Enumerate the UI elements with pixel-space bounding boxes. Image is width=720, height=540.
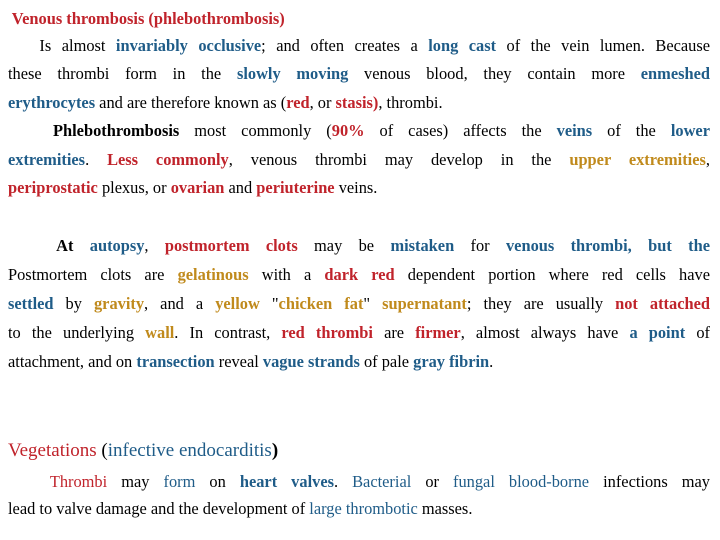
text-segment: attachment, and on <box>8 352 137 371</box>
text-segment: these thrombi form in the <box>8 64 237 83</box>
text-segment: , <box>705 150 710 169</box>
text-segment: invariably occlusive <box>115 36 262 55</box>
text-segment: on <box>195 472 240 491</box>
text-segment: of the vein lumen. Because <box>496 36 711 55</box>
text-segment: gray fibrin <box>413 352 490 371</box>
paragraph-occlusive-line-3 <box>8 93 710 113</box>
text-segment: veins <box>556 121 593 140</box>
text-segment: a point <box>629 323 686 342</box>
text-segment: most commonly ( <box>179 121 332 140</box>
text-segment: Venous thrombosis (phlebothrombosis) <box>8 9 285 28</box>
text-segment: 90% <box>331 121 365 140</box>
paragraph-vegetations-line-1 <box>8 472 710 492</box>
paragraph-occlusive-line-1 <box>8 36 710 56</box>
text-segment: At <box>8 236 74 255</box>
text-segment: slowly moving <box>236 64 349 83</box>
text-segment: Vegetations <box>8 440 97 461</box>
text-segment: yellow <box>215 294 260 313</box>
text-segment: dependent portion where red cells have <box>394 265 711 284</box>
paragraph-postmortem-line-1 <box>8 236 710 256</box>
text-segment: lower <box>670 121 710 140</box>
text-segment: infections may <box>589 472 710 491</box>
text-segment: masses. <box>417 499 473 518</box>
text-segment: firmer <box>415 323 461 342</box>
text-segment: Postmortem clots are <box>8 265 178 284</box>
text-segment: gravity <box>93 294 145 313</box>
text-segment: , <box>144 236 165 255</box>
text-segment: of the <box>592 121 671 140</box>
text-segment: to the underlying <box>8 323 146 342</box>
text-segment: of cases) affects the <box>364 121 557 140</box>
text-segment: enmeshed <box>640 64 710 83</box>
text-segment: Is almost <box>8 36 116 55</box>
text-segment: are <box>372 323 416 342</box>
text-segment: Bacterial <box>352 472 412 491</box>
text-segment: , but the <box>627 236 710 255</box>
text-segment: Less commonly <box>107 150 229 169</box>
text-segment: upper extremities <box>569 150 706 169</box>
text-segment: plexus, or <box>97 178 171 197</box>
text-segment: chicken fat <box>278 294 364 313</box>
text-segment: Thrombi <box>8 472 108 491</box>
text-segment: supernatant <box>382 294 467 313</box>
text-segment: not attached <box>615 294 710 313</box>
paragraph-vegetations-line-2 <box>8 499 710 519</box>
text-segment: wall <box>145 323 175 342</box>
text-segment: may be <box>297 236 391 255</box>
text-segment: , thrombi. <box>378 93 443 112</box>
text-segment: ; they are usually <box>466 294 616 313</box>
text-segment: " <box>259 294 279 313</box>
text-segment: stasis) <box>335 93 379 112</box>
text-segment: , or <box>309 93 336 112</box>
text-segment: fungal blood-borne <box>453 472 590 491</box>
text-segment: , venous thrombi may develop in the <box>228 150 570 169</box>
text-segment: postmortem clots <box>164 236 298 255</box>
text-segment: or <box>411 472 454 491</box>
text-segment: , almost always have <box>460 323 630 342</box>
paragraph-extremities-line-1 <box>8 121 710 141</box>
text-segment: . <box>489 352 494 371</box>
paragraph-occlusive-line-2 <box>8 64 710 84</box>
paragraph-extremities-line-2 <box>8 150 710 170</box>
text-segment: reveal <box>214 352 263 371</box>
text-segment: for <box>454 236 506 255</box>
text-segment: infective endocarditis <box>107 440 272 461</box>
text-segment: vague strands <box>262 352 360 371</box>
text-segment: heart valves <box>239 472 334 491</box>
text-segment: with a <box>248 265 325 284</box>
text-segment: periprostatic <box>8 178 98 197</box>
text-segment: ovarian <box>170 178 225 197</box>
paragraph-postmortem-line-2 <box>8 265 710 285</box>
text-segment: . <box>85 150 108 169</box>
text-segment: ( <box>96 440 108 461</box>
text-segment: ) <box>271 440 279 461</box>
text-segment: venous blood, they contain more <box>348 64 641 83</box>
text-segment: lead to valve damage and the development of <box>8 499 310 518</box>
text-segment: and are therefore known as ( <box>95 93 287 112</box>
text-segment: long cast <box>428 36 497 55</box>
text-segment: gelatinous <box>177 265 249 284</box>
text-segment: of <box>685 323 710 342</box>
heading-vegetations <box>8 439 710 463</box>
paragraph-extremities-line-3 <box>8 178 710 198</box>
text-segment: periuterine <box>256 178 335 197</box>
text-segment: . <box>333 472 353 491</box>
text-segment: " <box>363 294 383 313</box>
text-segment: of pale <box>359 352 414 371</box>
text-segment: may <box>107 472 164 491</box>
text-segment: autopsy <box>73 236 145 255</box>
heading-phlebothrombosis <box>8 9 710 29</box>
text-segment: transection <box>136 352 215 371</box>
text-segment: veins. <box>334 178 378 197</box>
text-segment: form <box>163 472 196 491</box>
text-segment: venous thrombi <box>505 236 628 255</box>
paragraph-postmortem-line-5 <box>8 352 710 372</box>
paragraph-postmortem-line-3 <box>8 294 710 314</box>
text-segment: and <box>224 178 257 197</box>
text-segment: red thrombi <box>281 323 373 342</box>
text-segment: settled <box>8 294 54 313</box>
text-segment: large thrombotic <box>309 499 418 518</box>
text-segment: , and a <box>144 294 216 313</box>
text-segment: Phlebothrombosis <box>8 121 180 140</box>
text-segment: red <box>286 93 310 112</box>
paragraph-postmortem-line-4 <box>8 323 710 343</box>
text-segment: by <box>53 294 94 313</box>
text-segment: erythrocytes <box>8 93 96 112</box>
text-segment: dark red <box>324 265 395 284</box>
text-segment: extremities <box>8 150 86 169</box>
text-segment: . In contrast, <box>174 323 282 342</box>
text-segment: mistaken <box>390 236 455 255</box>
text-segment: ; and often creates a <box>261 36 429 55</box>
